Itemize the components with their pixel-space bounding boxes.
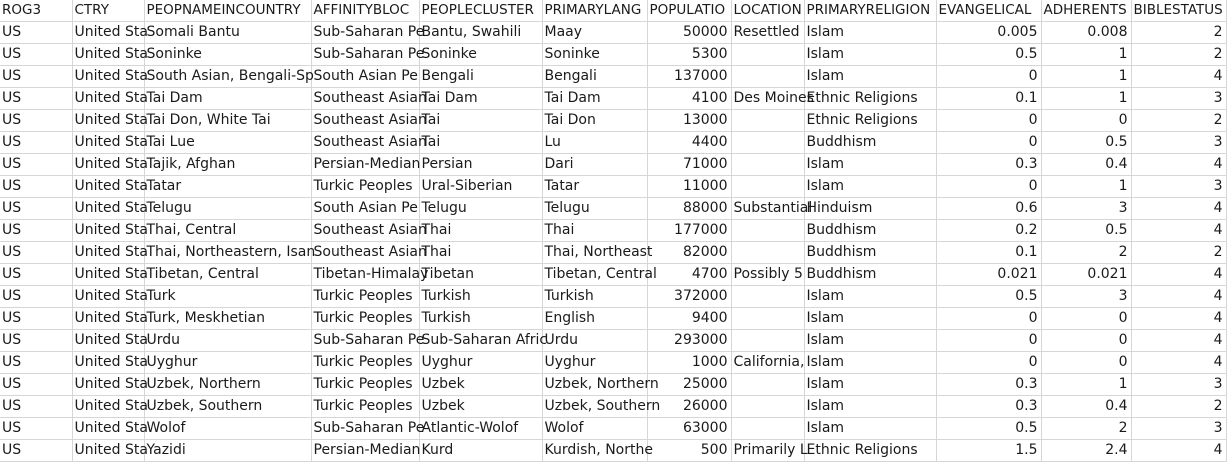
table-cell[interactable]: 3 bbox=[1131, 418, 1226, 440]
table-cell[interactable]: 1.5 bbox=[936, 440, 1041, 462]
table-cell[interactable]: 4 bbox=[1131, 286, 1226, 308]
table-cell[interactable]: 9400 bbox=[647, 308, 731, 330]
table-row bbox=[0, 374, 1226, 396]
table-cell[interactable]: Resettled bbox=[731, 22, 804, 44]
header-row bbox=[0, 0, 1226, 22]
table-cell[interactable]: Maay bbox=[542, 22, 647, 44]
table-cell[interactable]: 2.4 bbox=[1041, 440, 1131, 462]
table-cell[interactable]: US bbox=[0, 110, 72, 132]
table-cell[interactable]: Islam bbox=[804, 44, 936, 66]
column-header-cell[interactable]: CTRY bbox=[72, 0, 144, 22]
table-row bbox=[0, 176, 1226, 198]
table-cell[interactable] bbox=[731, 66, 804, 88]
table-cell[interactable]: Dari bbox=[542, 154, 647, 176]
table-cell[interactable]: Tibetan, Central bbox=[542, 264, 647, 286]
table-cell[interactable]: 0.4 bbox=[1041, 154, 1131, 176]
table-cell[interactable]: California, bbox=[731, 352, 804, 374]
table-cell[interactable]: US bbox=[0, 66, 72, 88]
table-cell[interactable]: Turkish bbox=[419, 308, 542, 330]
table-cell[interactable]: 0 bbox=[1041, 330, 1131, 352]
table-cell[interactable]: Tai bbox=[419, 110, 542, 132]
table-cell[interactable]: 0 bbox=[936, 66, 1041, 88]
table-cell[interactable]: 0.021 bbox=[936, 264, 1041, 286]
table-cell[interactable]: 13000 bbox=[647, 110, 731, 132]
table-cell[interactable]: Islam bbox=[804, 286, 936, 308]
table-cell[interactable]: 0.5 bbox=[936, 418, 1041, 440]
table-cell[interactable]: Bantu, Swahili bbox=[419, 22, 542, 44]
table-cell[interactable]: United Sta bbox=[72, 286, 144, 308]
table-cell[interactable] bbox=[731, 330, 804, 352]
table-cell[interactable]: Des Moines bbox=[731, 88, 804, 110]
table-cell[interactable]: South Asian, Bengali-Sp bbox=[144, 66, 311, 88]
table-cell[interactable]: US bbox=[0, 88, 72, 110]
table-cell[interactable]: 4 bbox=[1131, 440, 1226, 462]
table-cell[interactable]: 0.5 bbox=[936, 44, 1041, 66]
table-cell[interactable]: 0.5 bbox=[1041, 132, 1131, 154]
column-header-cell[interactable]: PEOPNAMEINCOUNTRY bbox=[144, 0, 311, 22]
table-cell[interactable]: Southeast Asian bbox=[311, 88, 419, 110]
table-cell[interactable]: Turk bbox=[144, 286, 311, 308]
table-cell[interactable]: Uzbek bbox=[419, 374, 542, 396]
table-cell[interactable]: Possibly 5 bbox=[731, 264, 804, 286]
table-cell[interactable]: US bbox=[0, 22, 72, 44]
table-cell[interactable]: Sub-Saharan Pe bbox=[311, 22, 419, 44]
table-cell[interactable]: Buddhism bbox=[804, 242, 936, 264]
table-cell[interactable]: Sub-Saharan Pe bbox=[311, 44, 419, 66]
table-cell[interactable]: Islam bbox=[804, 352, 936, 374]
table-cell[interactable] bbox=[731, 374, 804, 396]
table-cell[interactable]: 137000 bbox=[647, 66, 731, 88]
column-header-cell[interactable]: EVANGELICAL bbox=[936, 0, 1041, 22]
table-cell[interactable]: Tai Lue bbox=[144, 132, 311, 154]
table-cell[interactable] bbox=[731, 154, 804, 176]
table-cell[interactable]: Wolof bbox=[542, 418, 647, 440]
table-cell[interactable]: US bbox=[0, 396, 72, 418]
table-row bbox=[0, 22, 1226, 44]
table-cell[interactable]: Southeast Asian bbox=[311, 242, 419, 264]
table-cell[interactable]: Persian-Median bbox=[311, 440, 419, 462]
table-cell[interactable]: 0.021 bbox=[1041, 264, 1131, 286]
table-cell[interactable]: US bbox=[0, 308, 72, 330]
table-cell[interactable]: United Sta bbox=[72, 440, 144, 462]
table-cell[interactable]: Tibetan-Himalay bbox=[311, 264, 419, 286]
table-cell[interactable]: 2 bbox=[1041, 242, 1131, 264]
table-cell[interactable]: Hinduism bbox=[804, 198, 936, 220]
table-cell[interactable]: 88000 bbox=[647, 198, 731, 220]
table-cell[interactable]: Kurdish, Northe bbox=[542, 440, 647, 462]
table-cell[interactable]: 1 bbox=[1041, 374, 1131, 396]
table-cell[interactable]: 5300 bbox=[647, 44, 731, 66]
column-header-cell[interactable]: LOCATION bbox=[731, 0, 804, 22]
table-cell[interactable]: 0.008 bbox=[1041, 22, 1131, 44]
table-cell[interactable]: 4 bbox=[1131, 66, 1226, 88]
table-cell[interactable]: United Sta bbox=[72, 374, 144, 396]
table-cell[interactable] bbox=[731, 110, 804, 132]
table-cell[interactable]: Islam bbox=[804, 308, 936, 330]
table-cell[interactable]: Southeast Asian bbox=[311, 110, 419, 132]
table-cell[interactable]: Somali Bantu bbox=[144, 22, 311, 44]
table-cell[interactable]: Tatar bbox=[144, 176, 311, 198]
table-cell[interactable] bbox=[731, 418, 804, 440]
table-cell[interactable]: United Sta bbox=[72, 242, 144, 264]
table-cell[interactable]: Substantial bbox=[731, 198, 804, 220]
table-cell[interactable]: 1 bbox=[1041, 44, 1131, 66]
table-cell[interactable]: United Sta bbox=[72, 66, 144, 88]
table-cell[interactable]: 4 bbox=[1131, 308, 1226, 330]
table-cell[interactable]: Tai Don, White Tai bbox=[144, 110, 311, 132]
table-cell[interactable]: Telugu bbox=[419, 198, 542, 220]
table-row bbox=[0, 198, 1226, 220]
table-cell[interactable]: Sub-Saharan Pe bbox=[311, 418, 419, 440]
table-cell[interactable]: Southeast Asian bbox=[311, 132, 419, 154]
table-cell[interactable]: Primarily L bbox=[731, 440, 804, 462]
table-cell[interactable]: 2 bbox=[1131, 242, 1226, 264]
table-cell[interactable]: Southeast Asian bbox=[311, 220, 419, 242]
table-cell[interactable]: 0.3 bbox=[936, 154, 1041, 176]
table-cell[interactable]: 3 bbox=[1131, 176, 1226, 198]
table-cell[interactable]: US bbox=[0, 374, 72, 396]
table-cell[interactable]: Tai Dam bbox=[542, 88, 647, 110]
table-cell[interactable]: 0.1 bbox=[936, 88, 1041, 110]
table-cell[interactable]: Atlantic-Wolof bbox=[419, 418, 542, 440]
table-cell[interactable]: United Sta bbox=[72, 176, 144, 198]
table-cell[interactable]: Turkic Peoples bbox=[311, 396, 419, 418]
table-cell[interactable]: Tai Don bbox=[542, 110, 647, 132]
table-cell[interactable]: 2 bbox=[1131, 44, 1226, 66]
table-row bbox=[0, 88, 1226, 110]
table-cell[interactable]: Lu bbox=[542, 132, 647, 154]
table-cell[interactable]: Islam bbox=[804, 66, 936, 88]
table-cell[interactable]: Thai, Northeast bbox=[542, 242, 647, 264]
table-cell[interactable]: Uzbek, Northern bbox=[144, 374, 311, 396]
table-cell[interactable]: 0 bbox=[936, 352, 1041, 374]
table-row bbox=[0, 220, 1226, 242]
table-row bbox=[0, 154, 1226, 176]
table-cell[interactable]: 1 bbox=[1041, 66, 1131, 88]
table-cell[interactable]: Buddhism bbox=[804, 132, 936, 154]
table-cell[interactable]: 4 bbox=[1131, 330, 1226, 352]
table-cell[interactable]: Islam bbox=[804, 154, 936, 176]
table-cell[interactable]: Tibetan, Central bbox=[144, 264, 311, 286]
table-cell[interactable]: Soninke bbox=[144, 44, 311, 66]
table-cell[interactable]: US bbox=[0, 154, 72, 176]
table-cell[interactable]: Soninke bbox=[419, 44, 542, 66]
table-cell[interactable] bbox=[731, 44, 804, 66]
table-cell[interactable]: Bengali bbox=[542, 66, 647, 88]
table-cell[interactable]: United Sta bbox=[72, 22, 144, 44]
table-cell[interactable]: 0.3 bbox=[936, 374, 1041, 396]
table-cell[interactable]: Turkish bbox=[419, 286, 542, 308]
table-row bbox=[0, 242, 1226, 264]
table-cell[interactable]: Tai Dam bbox=[419, 88, 542, 110]
table-cell[interactable]: Buddhism bbox=[804, 220, 936, 242]
table-cell[interactable]: 0 bbox=[936, 110, 1041, 132]
table-cell[interactable]: 293000 bbox=[647, 330, 731, 352]
table-cell[interactable]: US bbox=[0, 264, 72, 286]
table-cell[interactable]: 2 bbox=[1131, 396, 1226, 418]
table-cell[interactable]: US bbox=[0, 242, 72, 264]
table-cell[interactable]: Islam bbox=[804, 374, 936, 396]
table-row bbox=[0, 66, 1226, 88]
table-cell[interactable]: Uzbek, Northern bbox=[542, 374, 647, 396]
table-cell[interactable]: US bbox=[0, 132, 72, 154]
table-cell[interactable]: Soninke bbox=[542, 44, 647, 66]
table-cell[interactable]: United Sta bbox=[72, 154, 144, 176]
table-cell[interactable]: Tai bbox=[419, 132, 542, 154]
table-cell[interactable]: US bbox=[0, 352, 72, 374]
table-cell[interactable]: US bbox=[0, 330, 72, 352]
table-cell[interactable]: 177000 bbox=[647, 220, 731, 242]
column-header-cell[interactable]: BIBLESTATUS bbox=[1131, 0, 1226, 22]
table-row bbox=[0, 440, 1226, 462]
table-row bbox=[0, 264, 1226, 286]
table-cell[interactable]: 4400 bbox=[647, 132, 731, 154]
table-cell[interactable]: 82000 bbox=[647, 242, 731, 264]
table-row bbox=[0, 286, 1226, 308]
table-cell[interactable]: Telugu bbox=[542, 198, 647, 220]
table-cell[interactable]: 500 bbox=[647, 440, 731, 462]
table-cell[interactable]: US bbox=[0, 198, 72, 220]
table-cell[interactable]: 0 bbox=[1041, 308, 1131, 330]
table-cell[interactable]: US bbox=[0, 440, 72, 462]
table-cell[interactable]: 3 bbox=[1131, 88, 1226, 110]
column-header-cell[interactable]: PRIMARYLANG bbox=[542, 0, 647, 22]
table-cell[interactable]: 4700 bbox=[647, 264, 731, 286]
table-cell[interactable]: 0.5 bbox=[936, 286, 1041, 308]
table-cell[interactable]: Kurd bbox=[419, 440, 542, 462]
table-cell[interactable]: 0.6 bbox=[936, 198, 1041, 220]
table-cell[interactable]: Thai bbox=[419, 220, 542, 242]
table-cell[interactable]: Ural-Siberian bbox=[419, 176, 542, 198]
table-cell[interactable]: Uzbek, Southern bbox=[144, 396, 311, 418]
table-cell[interactable]: 0.5 bbox=[1041, 220, 1131, 242]
table-cell[interactable]: 3 bbox=[1131, 132, 1226, 154]
table-cell[interactable]: Thai bbox=[419, 242, 542, 264]
table-cell[interactable]: Turkic Peoples bbox=[311, 374, 419, 396]
table-cell[interactable]: United Sta bbox=[72, 418, 144, 440]
table-cell[interactable]: Turkic Peoples bbox=[311, 308, 419, 330]
table-cell[interactable]: Ethnic Religions bbox=[804, 88, 936, 110]
table-row bbox=[0, 352, 1226, 374]
table-cell[interactable]: Uyghur bbox=[542, 352, 647, 374]
table-cell[interactable] bbox=[731, 176, 804, 198]
table-cell[interactable]: Persian-Median bbox=[311, 154, 419, 176]
table-cell[interactable]: Islam bbox=[804, 176, 936, 198]
table-cell[interactable]: Urdu bbox=[144, 330, 311, 352]
table-cell[interactable]: 2 bbox=[1131, 110, 1226, 132]
table-cell[interactable]: Turkic Peoples bbox=[311, 176, 419, 198]
table-cell[interactable]: 0.4 bbox=[1041, 396, 1131, 418]
table-cell[interactable] bbox=[731, 396, 804, 418]
table-cell[interactable]: 0 bbox=[936, 330, 1041, 352]
table-cell[interactable]: Sub-Saharan Afric bbox=[419, 330, 542, 352]
table-cell[interactable]: 4 bbox=[1131, 154, 1226, 176]
table-cell[interactable]: Sub-Saharan Pe bbox=[311, 330, 419, 352]
table-cell[interactable]: United Sta bbox=[72, 220, 144, 242]
table-cell[interactable]: Tibetan bbox=[419, 264, 542, 286]
table-cell[interactable]: US bbox=[0, 220, 72, 242]
table-cell[interactable]: Thai bbox=[542, 220, 647, 242]
table-cell[interactable]: 2 bbox=[1041, 418, 1131, 440]
table-cell[interactable]: 2 bbox=[1131, 22, 1226, 44]
table-cell[interactable]: 0 bbox=[936, 176, 1041, 198]
table-cell[interactable]: Islam bbox=[804, 418, 936, 440]
table-cell[interactable]: South Asian Pe bbox=[311, 66, 419, 88]
table-row bbox=[0, 110, 1226, 132]
table-row bbox=[0, 308, 1226, 330]
table-cell[interactable]: Uzbek, Southern bbox=[542, 396, 647, 418]
table-cell[interactable]: 0 bbox=[1041, 352, 1131, 374]
table-cell[interactable]: United Sta bbox=[72, 88, 144, 110]
table-cell[interactable]: 4 bbox=[1131, 264, 1226, 286]
table-row bbox=[0, 330, 1226, 352]
table-cell[interactable]: Tajik, Afghan bbox=[144, 154, 311, 176]
table-cell[interactable]: Islam bbox=[804, 22, 936, 44]
table-cell[interactable]: South Asian Pe bbox=[311, 198, 419, 220]
table-cell[interactable]: 1 bbox=[1041, 176, 1131, 198]
table-cell[interactable]: 1 bbox=[1041, 88, 1131, 110]
column-header-cell[interactable]: POPULATIO bbox=[647, 0, 731, 22]
column-header-cell[interactable]: PEOPLECLUSTER bbox=[419, 0, 542, 22]
table-cell[interactable]: 372000 bbox=[647, 286, 731, 308]
column-header-cell[interactable]: AFFINITYBLOC bbox=[311, 0, 419, 22]
table-cell[interactable]: Turkic Peoples bbox=[311, 352, 419, 374]
table-cell[interactable]: United Sta bbox=[72, 198, 144, 220]
table-cell[interactable]: United Sta bbox=[72, 110, 144, 132]
table-cell[interactable]: 26000 bbox=[647, 396, 731, 418]
table-cell[interactable]: 3 bbox=[1041, 286, 1131, 308]
table-cell[interactable]: Urdu bbox=[542, 330, 647, 352]
table-cell[interactable]: US bbox=[0, 44, 72, 66]
table-cell[interactable]: Thai, Central bbox=[144, 220, 311, 242]
table-cell[interactable] bbox=[731, 308, 804, 330]
table-cell[interactable]: US bbox=[0, 176, 72, 198]
table-cell[interactable]: 0.005 bbox=[936, 22, 1041, 44]
table-cell[interactable]: Uzbek bbox=[419, 396, 542, 418]
table-cell[interactable]: 4100 bbox=[647, 88, 731, 110]
table-cell[interactable]: US bbox=[0, 418, 72, 440]
table-cell[interactable]: 11000 bbox=[647, 176, 731, 198]
table-cell[interactable]: 0.2 bbox=[936, 220, 1041, 242]
table-cell[interactable]: 50000 bbox=[647, 22, 731, 44]
table-row bbox=[0, 44, 1226, 66]
table-row bbox=[0, 132, 1226, 154]
table-cell[interactable]: Buddhism bbox=[804, 264, 936, 286]
table-cell[interactable]: 0 bbox=[1041, 110, 1131, 132]
table-cell[interactable] bbox=[731, 220, 804, 242]
table-cell[interactable]: Yazidi bbox=[144, 440, 311, 462]
table-cell[interactable]: English bbox=[542, 308, 647, 330]
table-cell[interactable]: Islam bbox=[804, 330, 936, 352]
table-cell[interactable]: 0.3 bbox=[936, 396, 1041, 418]
table-cell[interactable]: United Sta bbox=[72, 264, 144, 286]
table-cell[interactable]: Tatar bbox=[542, 176, 647, 198]
table-cell[interactable]: 0 bbox=[936, 132, 1041, 154]
table-cell[interactable]: United Sta bbox=[72, 44, 144, 66]
table-cell[interactable]: Turkic Peoples bbox=[311, 286, 419, 308]
table-cell[interactable] bbox=[731, 286, 804, 308]
table-cell[interactable]: Islam bbox=[804, 396, 936, 418]
table-cell[interactable]: Thai, Northeastern, Isan bbox=[144, 242, 311, 264]
table-cell[interactable]: Telugu bbox=[144, 198, 311, 220]
table-cell[interactable]: 25000 bbox=[647, 374, 731, 396]
column-header-cell[interactable]: ADHERENTS bbox=[1041, 0, 1131, 22]
table-cell[interactable]: Ethnic Religions bbox=[804, 440, 936, 462]
table-cell[interactable]: United Sta bbox=[72, 132, 144, 154]
table-cell[interactable]: Uyghur bbox=[419, 352, 542, 374]
table-cell[interactable]: United Sta bbox=[72, 308, 144, 330]
table-cell[interactable]: US bbox=[0, 286, 72, 308]
table-cell[interactable]: 4 bbox=[1131, 198, 1226, 220]
table-cell[interactable]: 3 bbox=[1131, 374, 1226, 396]
table-cell[interactable]: United Sta bbox=[72, 396, 144, 418]
column-header-cell[interactable]: ROG3 bbox=[0, 0, 72, 22]
table-row bbox=[0, 418, 1226, 440]
table-cell[interactable]: 4 bbox=[1131, 352, 1226, 374]
table-cell[interactable]: 1000 bbox=[647, 352, 731, 374]
table-cell[interactable]: Ethnic Religions bbox=[804, 110, 936, 132]
table-cell[interactable]: Uyghur bbox=[144, 352, 311, 374]
table-cell[interactable]: Turk, Meskhetian bbox=[144, 308, 311, 330]
table-cell[interactable]: 0 bbox=[936, 308, 1041, 330]
table-cell[interactable]: Turkish bbox=[542, 286, 647, 308]
table-cell[interactable]: 71000 bbox=[647, 154, 731, 176]
table-cell[interactable]: 63000 bbox=[647, 418, 731, 440]
table-cell[interactable]: United Sta bbox=[72, 352, 144, 374]
table-cell[interactable]: Bengali bbox=[419, 66, 542, 88]
table-cell[interactable]: Persian bbox=[419, 154, 542, 176]
column-header-cell[interactable]: PRIMARYRELIGION bbox=[804, 0, 936, 22]
table-cell[interactable]: 4 bbox=[1131, 220, 1226, 242]
table-cell[interactable] bbox=[731, 132, 804, 154]
table-cell[interactable]: Wolof bbox=[144, 418, 311, 440]
table-cell[interactable] bbox=[731, 242, 804, 264]
table-cell[interactable]: Tai Dam bbox=[144, 88, 311, 110]
table-cell[interactable]: 3 bbox=[1041, 198, 1131, 220]
table-row bbox=[0, 396, 1226, 418]
table-cell[interactable]: United Sta bbox=[72, 330, 144, 352]
table-cell[interactable]: 0.1 bbox=[936, 242, 1041, 264]
